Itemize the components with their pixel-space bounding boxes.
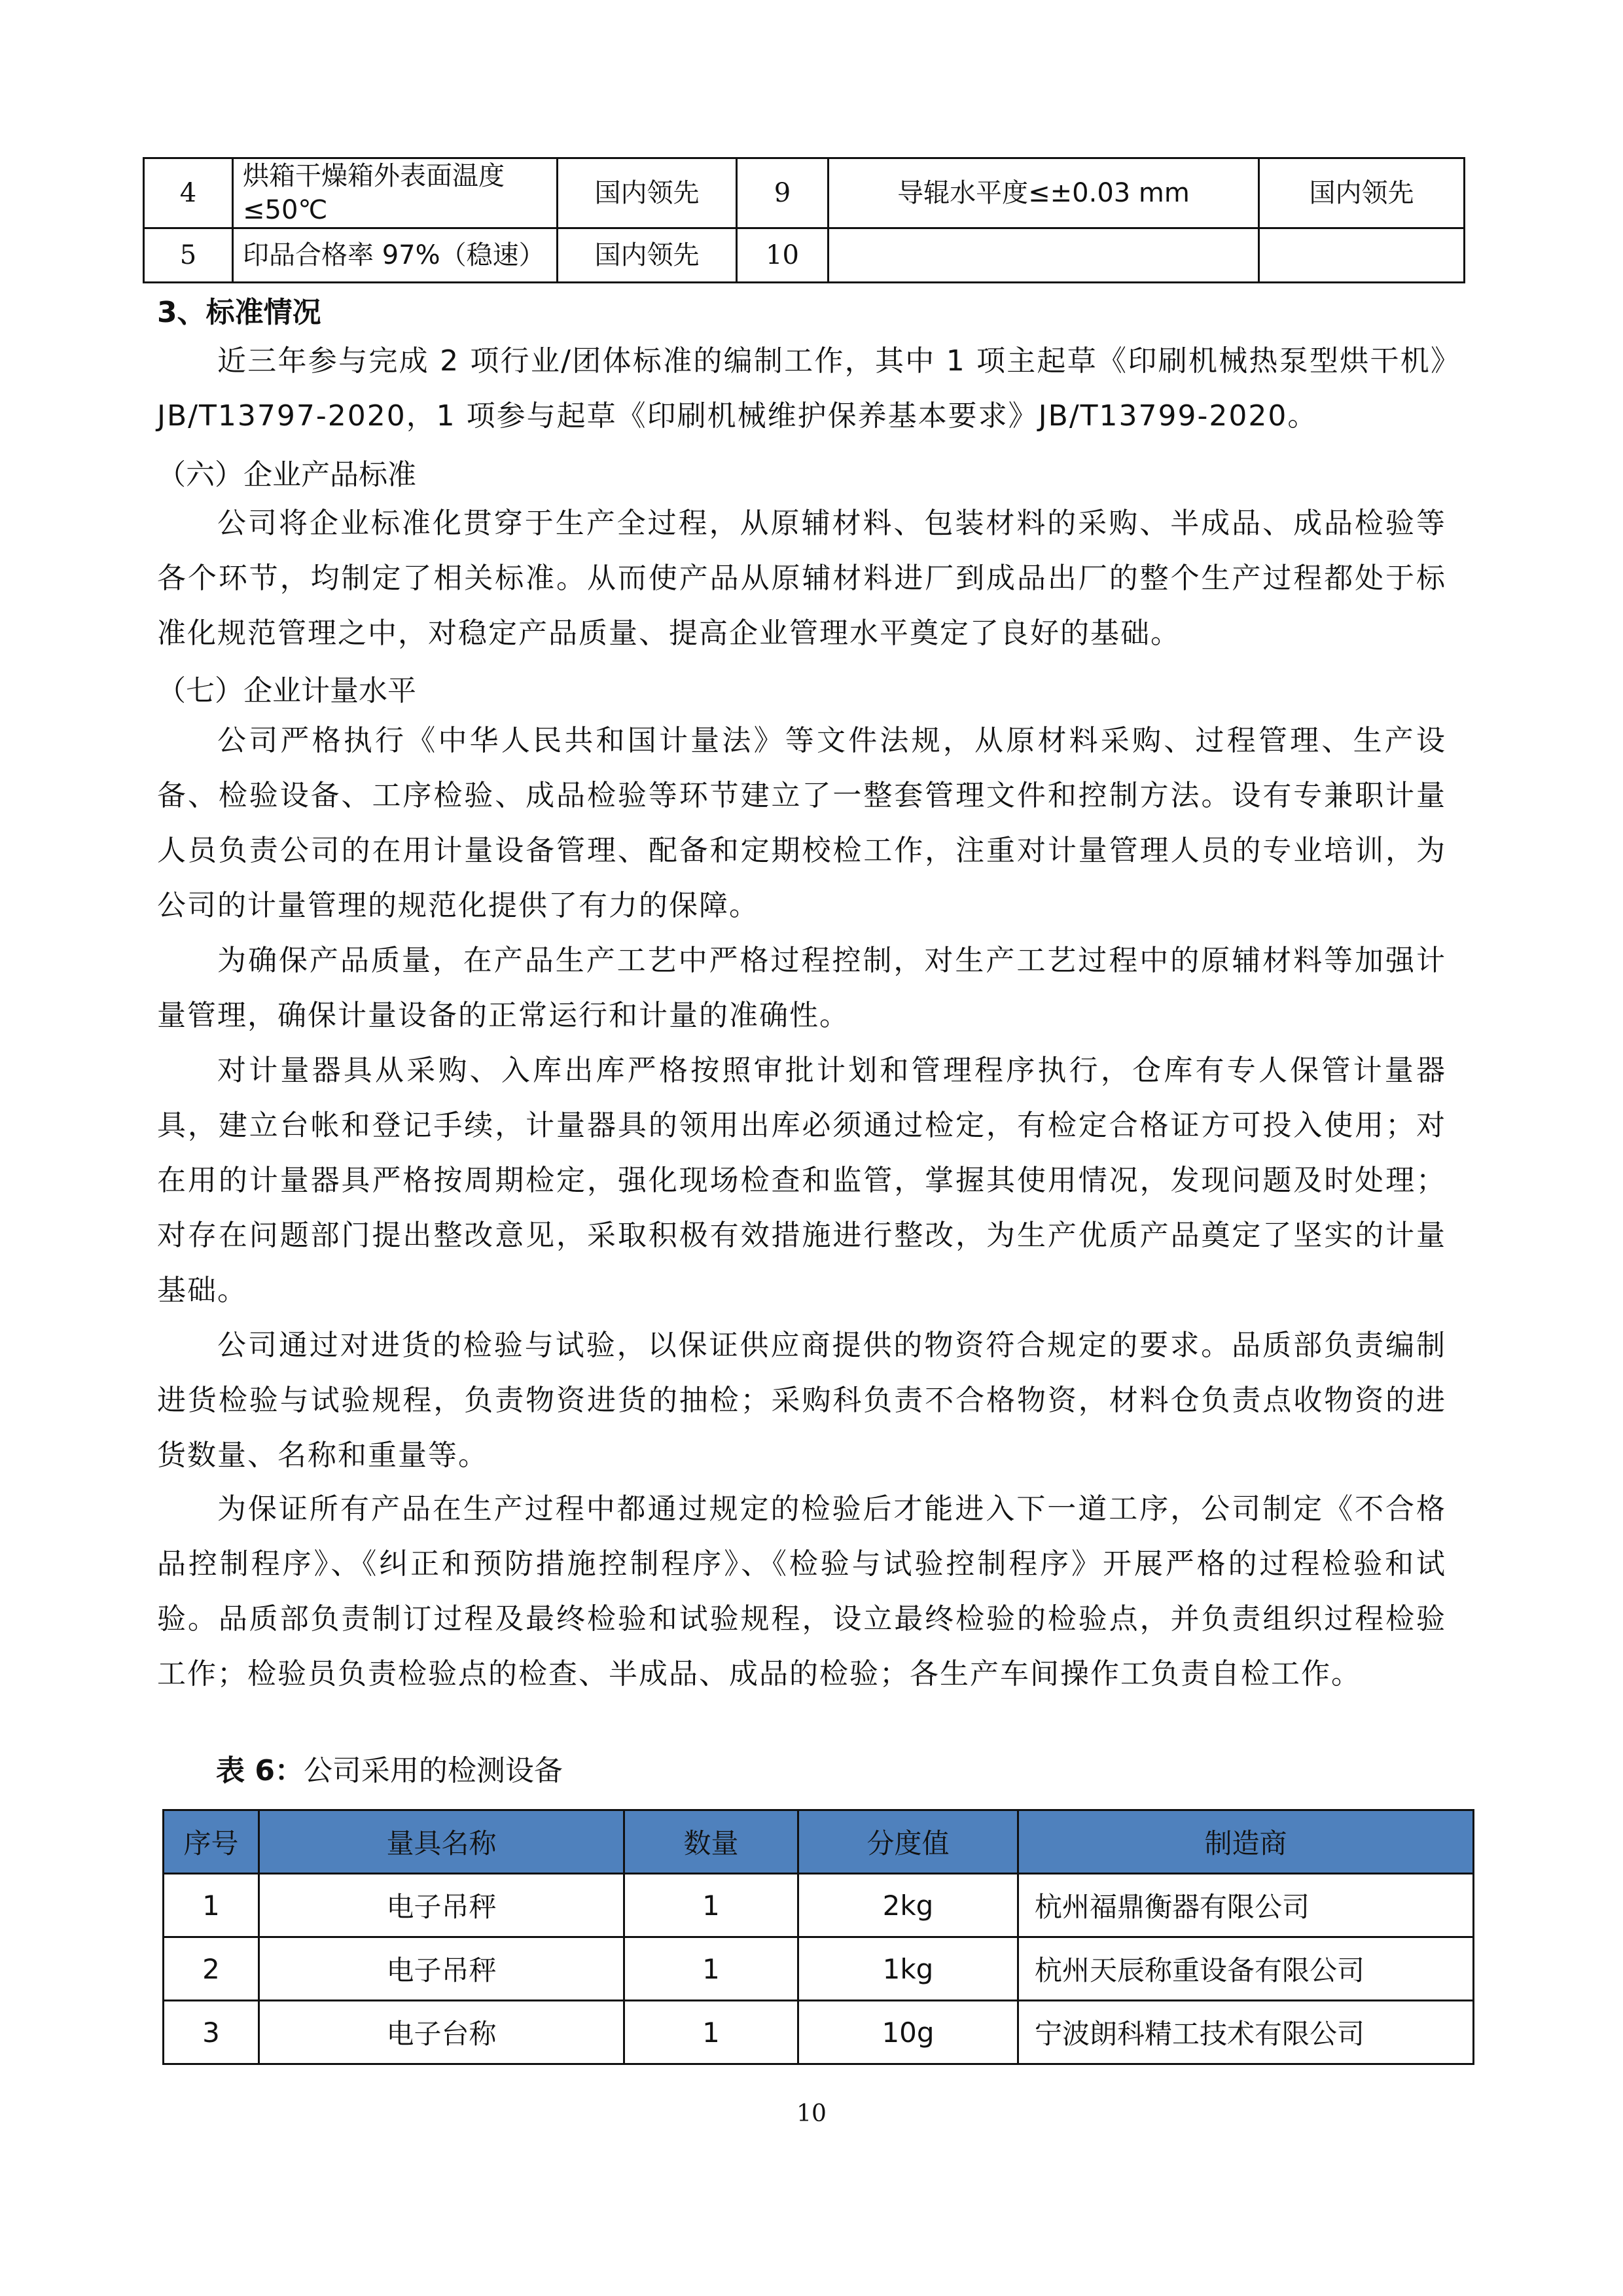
- cell-division-value: 1kg: [798, 1937, 1018, 2001]
- indicator-cell: [829, 228, 1259, 283]
- cell-quantity: 1: [624, 1937, 798, 2001]
- page-number: 10: [796, 2100, 827, 2127]
- cell-seq: 3: [164, 2001, 259, 2064]
- inspection-equipment-table: [162, 1809, 1474, 2065]
- paragraph-metrology-4: 公司通过对进货的检验与试验，以保证供应商提供的物资符合规定的要求。品质部负责编制进货检验与试验规程，负责物资进货的抽检；采购科负责不合格物资，材料仓负责点收物资的进货数量、名称和重量等。: [157, 1329, 1446, 1472]
- section-heading-product-standards: （六）企业产品标准: [157, 458, 416, 492]
- cell-quantity: 1: [624, 1874, 798, 1937]
- table-row: [164, 1874, 1474, 1937]
- header-instrument-name: 量具名称: [259, 1810, 624, 1874]
- cell-instrument-name: 电子台称: [259, 2001, 624, 2064]
- cell-manufacturer: 杭州福鼎衡器有限公司: [1018, 1874, 1474, 1937]
- level-cell: 国内领先: [1259, 158, 1465, 228]
- table-caption-label: 表 6：: [216, 1754, 304, 1787]
- section-heading-standards: 3、标准情况: [157, 296, 321, 329]
- level-cell: 国内领先: [558, 158, 737, 228]
- cell-division-value: 10g: [798, 2001, 1018, 2064]
- cell-manufacturer: 杭州天辰称重设备有限公司: [1018, 1937, 1474, 2001]
- paragraph-metrology-5: 为保证所有产品在生产过程中都通过规定的检验后才能进入下一道工序，公司制定《不合格品控制程序》、《纠正和预防措施控制程序》、《检验与试验控制程序》开展严格的过程检验和试验。品质部负责制订过程及最终检验和试验规程，设立最终检验的检验点，并负责组织过程检验工作；检验员负责检验点的检查、半成品、成品的检验；各生产车间操作工负责自检工作。: [157, 1492, 1446, 1691]
- row-number: 4: [144, 158, 233, 228]
- header-seq: 序号: [164, 1810, 259, 1874]
- paragraph-metrology-2: 为确保产品质量，在产品生产工艺中严格过程控制，对生产工艺过程中的原辅材料等加强计量管理，确保计量设备的正常运行和计量的准确性。: [157, 944, 1446, 1032]
- cell-instrument-name: 电子吊秤: [259, 1874, 624, 1937]
- table-caption: [216, 1751, 563, 1791]
- row-number: 10: [737, 228, 829, 283]
- table-header-row: [164, 1810, 1474, 1874]
- tech-indicator-table: [143, 157, 1465, 283]
- paragraph-metrology-1: 公司严格执行《中华人民共和国计量法》等文件法规，从原材料采购、过程管理、生产设备、检验设备、工序检验、成品检验等环节建立了一整套管理文件和控制方法。设有专兼职计量人员负责公司的在用计量设备管理、配备和定期校检工作，注重对计量管理人员的专业培训，为公司的计量管理的规范化提供了有力的保障。: [157, 724, 1446, 922]
- table-row: [144, 228, 1465, 283]
- indicator-cell: 印品合格率 97%（稳速）: [233, 228, 558, 283]
- cell-division-value: 2kg: [798, 1874, 1018, 1937]
- header-division-value: 分度值: [798, 1810, 1018, 1874]
- indicator-text-line1: 烘箱干燥箱外表面温度: [243, 161, 505, 191]
- row-number: 9: [737, 158, 829, 228]
- cell-seq: 2: [164, 1937, 259, 2001]
- table-row: [164, 2001, 1474, 2064]
- paragraph-product-standards: 公司将企业标准化贯穿于生产全过程，从原辅材料、包装材料的采购、半成品、成品检验等各个环节，均制定了相关标准。从而使产品从原辅材料进厂到成品出厂的整个生产过程都处于标准化规范管理之中，对稳定产品质量、提高企业管理水平奠定了良好的基础。: [157, 507, 1446, 650]
- table-caption-text: 公司采用的检测设备: [303, 1754, 563, 1787]
- level-cell: 国内领先: [558, 228, 737, 283]
- indicator-text-line2: ≤50℃: [243, 195, 328, 225]
- header-manufacturer: 制造商: [1018, 1810, 1474, 1874]
- cell-seq: 1: [164, 1874, 259, 1937]
- paragraph-metrology-3: 对计量器具从采购、入库出库严格按照审批计划和管理程序执行，仓库有专人保管计量器具，建立台帐和登记手续，计量器具的领用出库必须通过检定，有检定合格证方可投入使用；对在用的计量器具严格按周期检定，强化现场检查和监管，掌握其使用情况，发现问题及时处理；对存在问题部门提出整改意见，采取积极有效措施进行整改，为生产优质产品奠定了坚实的计量基础。: [157, 1054, 1446, 1307]
- table-row: [164, 1937, 1474, 2001]
- level-cell: [1259, 228, 1465, 283]
- indicator-cell: [233, 158, 558, 228]
- indicator-cell: 导辊水平度≤±0.03 mm: [829, 158, 1259, 228]
- paragraph-standards: 近三年参与完成 2 项行业/团体标准的编制工作，其中 1 项主起草《印刷机械热泵型烘干机》JB/T13797-2020，1 项参与起草《印刷机械维护保养基本要求》JB/T13799-2020。: [157, 344, 1446, 433]
- section-heading-metrology: （七）企业计量水平: [157, 674, 416, 708]
- cell-quantity: 1: [624, 2001, 798, 2064]
- header-quantity: 数量: [624, 1810, 798, 1874]
- cell-manufacturer: 宁波朗科精工技术有限公司: [1018, 2001, 1474, 2064]
- row-number: 5: [144, 228, 233, 283]
- table-row: [144, 158, 1465, 228]
- cell-instrument-name: 电子吊秤: [259, 1937, 624, 2001]
